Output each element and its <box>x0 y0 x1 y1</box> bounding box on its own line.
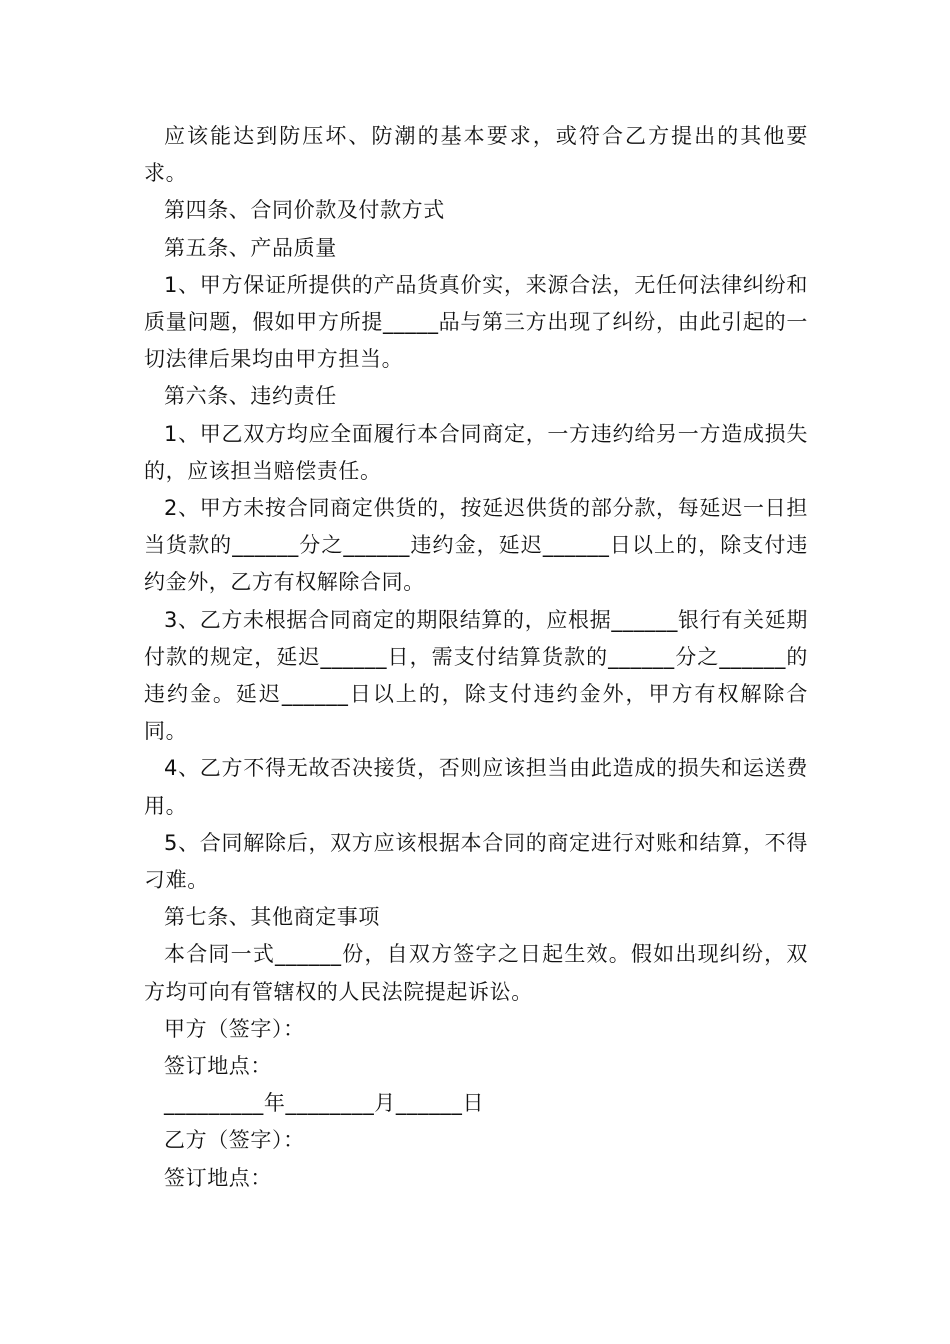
article-7-text: 本合同一式______份，自双方签字之日起生效。假如出现纠纷，双方均可向有管辖权的人民法院提起诉讼。 <box>144 942 808 1004</box>
article-5-heading: 第五条、产品质量 <box>164 235 337 260</box>
party-a-signing-place: 签订地点： <box>164 1054 272 1079</box>
party-b-signing-place: 签订地点： <box>164 1165 272 1190</box>
article-5-item-1: 1、甲方保证所提供的产品货真价实，来源合法，无任何法律纠纷和质量问题，假如甲方所提_____品与第三方出现了纠纷，由此引起的一切法律后果均由甲方担当。 <box>144 272 808 372</box>
party-a-signature-line: 甲方（签字）： <box>164 1016 305 1041</box>
article-6-item-1: 1、甲乙双方均应全面履行本合同商定，一方违约给另一方造成损失的，应该担当赔偿责任。 <box>144 421 808 483</box>
article-6-item-4: 4、乙方不得无故否决接货，否则应该担当由此造成的损失和运送费用。 <box>144 756 808 818</box>
article-4-heading: 第四条、合同价款及付款方式 <box>164 198 445 223</box>
contract-body <box>144 118 808 1197</box>
article-7-heading: 第七条、其他商定事项 <box>164 905 380 930</box>
article-6-heading: 第六条、违约责任 <box>164 384 337 409</box>
signing-date-line: _________年________月______日 <box>164 1091 485 1116</box>
article-6-item-3: 3、乙方未根据合同商定的期限结算的，应根据______银行有关延期付款的规定，延迟______日，需支付结算货款的______分之______的违约金。延迟______日以上的，除支付违约金外，甲方有权解除合同。 <box>144 607 808 744</box>
party-b-signature-line: 乙方（签字）： <box>164 1128 305 1153</box>
article-6-item-5: 5、合同解除后，双方应该根据本合同的商定进行对账和结算，不得刁难。 <box>144 830 808 893</box>
clause-packaging-text: 应该能达到防压坏、防潮的基本要求，或符合乙方提出的其他要求。 <box>144 124 808 186</box>
article-6-item-2: 2、甲方未按合同商定供货的，按延迟供货的部分款，每延迟一日担当货款的______分之______违约金，延迟______日以上的，除支付违约金外，乙方有权解除合同。 <box>144 496 808 595</box>
